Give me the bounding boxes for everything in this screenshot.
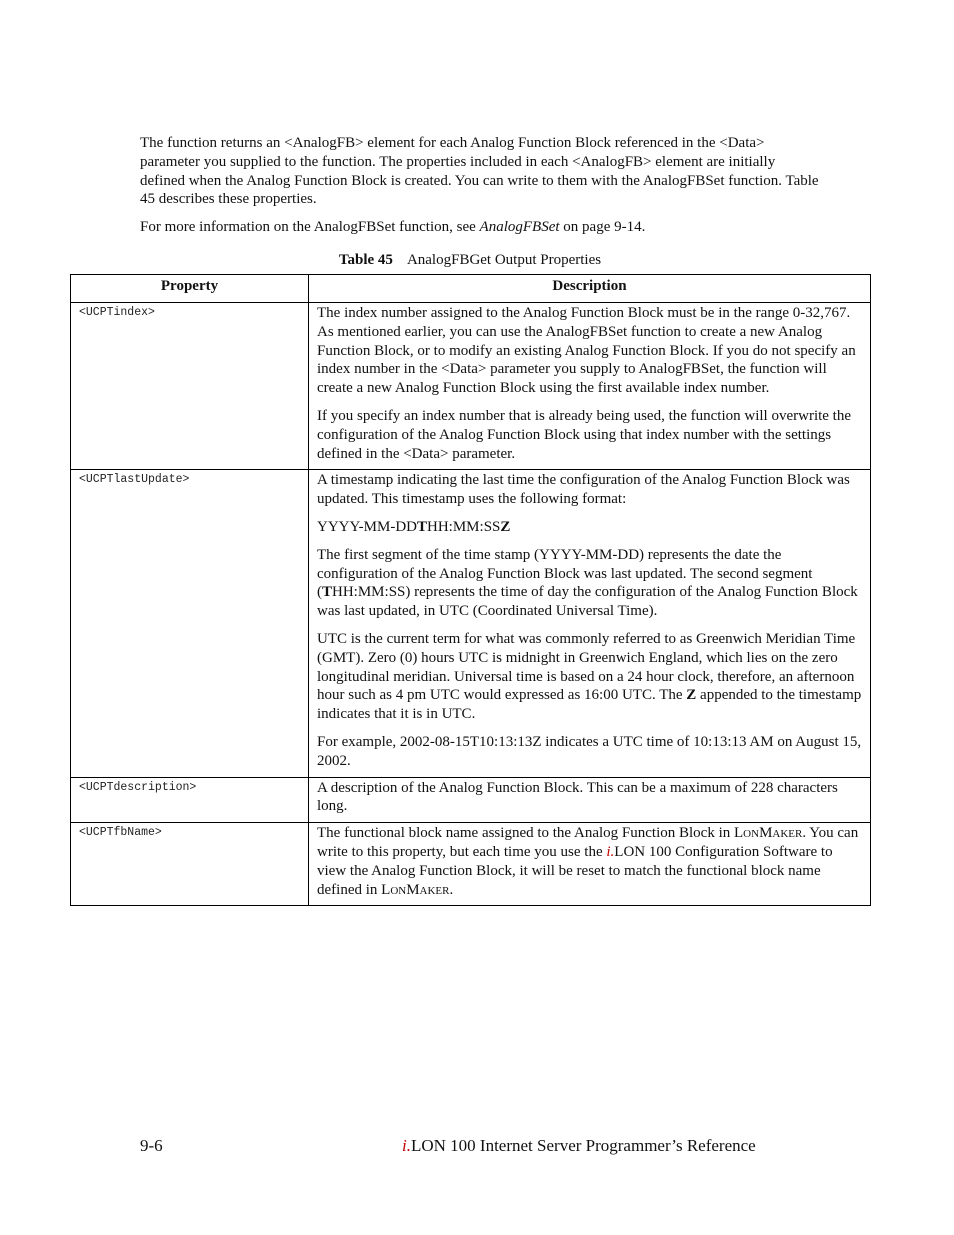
intro-reference-paragraph (140, 218, 820, 237)
property-description (309, 823, 871, 906)
text-span: . (449, 881, 454, 898)
property-name: <UCPTlastUpdate> (71, 470, 309, 777)
table-row (71, 823, 871, 906)
table-row (71, 777, 871, 823)
format-z-marker: Z (500, 518, 511, 535)
text-span: UTC is the current term for what was commonly referred to as Greenwich Meridian Time (GMT). Zero (0) hours UTC is midnight in Greenwich England, which lies on the zero longitudinal meridian. Universal time is based on a 24 hour clock, therefore, an afternoon hour such as 4 pm UTC would expressed as 16:00 UTC. The (317, 630, 856, 704)
footer-title (402, 1136, 756, 1156)
intro-paragraph: The function returns an <AnalogFB> element for each Analog Function Block referenced in the <Data> parameter you supplied to the function. The properties included in each <AnalogFB> element are initially defined when the Analog Function Block is created. You can write to them with the AnalogFBSet function. Table 45 describes these properties. (140, 135, 819, 208)
property-description (309, 303, 871, 470)
description-paragraph (317, 824, 862, 899)
description-paragraph: For example, 2002-08-15T10:13:13Z indicates a UTC time of 10:13:13 AM on August 15, 2002. (317, 733, 862, 769)
timestamp-format (317, 518, 862, 537)
lonmaker-name: LonMaker (734, 825, 803, 842)
table-caption (70, 251, 870, 269)
format-time: HH:MM:SS (427, 518, 501, 535)
text-span: . You can write to this property, but each time you use the (317, 825, 859, 860)
footer-title-text: LON 100 Internet Server Programmer’s Reference (410, 1136, 756, 1155)
z-marker: Z (686, 687, 697, 704)
description-paragraph: If you specify an index number that is already being used, the function will overwrite the configuration of the Analog Function Block using that index number with the settings defined in the <Data> parameter. (317, 407, 852, 462)
table-caption-text: AnalogFBGet Output Properties (406, 252, 602, 268)
reference-prefix: For more information on the AnalogFBSet function, see (140, 219, 480, 235)
format-t-marker: T (417, 518, 428, 535)
ilon-brand-prefix: i. (606, 843, 615, 860)
property-name: <UCPTfbName> (71, 823, 309, 906)
description-paragraph (317, 630, 862, 724)
text-span: The functional block name assigned to the Analog Function Block in (317, 825, 735, 842)
description-paragraph (317, 546, 862, 621)
property-name: <UCPTindex> (71, 303, 309, 470)
properties-table (70, 274, 871, 906)
property-description (309, 470, 871, 777)
table-row (71, 470, 871, 777)
description-paragraph: A description of the Analog Function Block. This can be a maximum of 228 characters long. (317, 779, 838, 815)
reference-link: AnalogFBSet (479, 219, 560, 235)
text-span: HH:MM:SS) represents the time of day the configuration of the Analog Function Block was last updated, in UTC (Coordinated Universal Time). (317, 584, 858, 620)
reference-suffix: on page 9-14. (559, 219, 646, 235)
header-description: Description (309, 275, 871, 303)
page-number: 9-6 (140, 1136, 163, 1155)
lonmaker-name: LonMaker (381, 881, 450, 898)
format-date: YYYY-MM-DD (317, 518, 417, 535)
description-paragraph: The index number assigned to the Analog Function Block must be in the range 0-32,767. As mentioned earlier, you can use the AnalogFBSet function to create a new Analog Function Block, or to modify an existing Analog Function Block. If you do not specify an index number in the <Data> parameter you supply to AnalogFBSet, the function will create a new Analog Function Block using the first available index number. (317, 305, 856, 397)
text-span: appended to the timestamp indicates that it is in UTC. (317, 687, 862, 723)
table-caption-number: Table 45 (338, 252, 393, 268)
text-span: LON 100 Configuration Software to view the Analog Function Block, it will be reset to match the functional block name defined in (317, 843, 833, 898)
property-description (309, 777, 871, 823)
ilon-brand-prefix: i. (402, 1136, 411, 1155)
table-header-row (71, 275, 871, 303)
t-marker: T (322, 584, 333, 601)
table-row (71, 303, 871, 470)
header-property: Property (71, 275, 309, 303)
description-paragraph: A timestamp indicating the last time the configuration of the Analog Function Block was updated. This timestamp uses the following format: (317, 472, 850, 508)
property-name: <UCPTdescription> (71, 777, 309, 823)
text-span: The first segment of the time stamp (YYYY-MM-DD) represents the date the configuration of the Analog Function Block was last updated. The second segment ( (317, 546, 813, 601)
